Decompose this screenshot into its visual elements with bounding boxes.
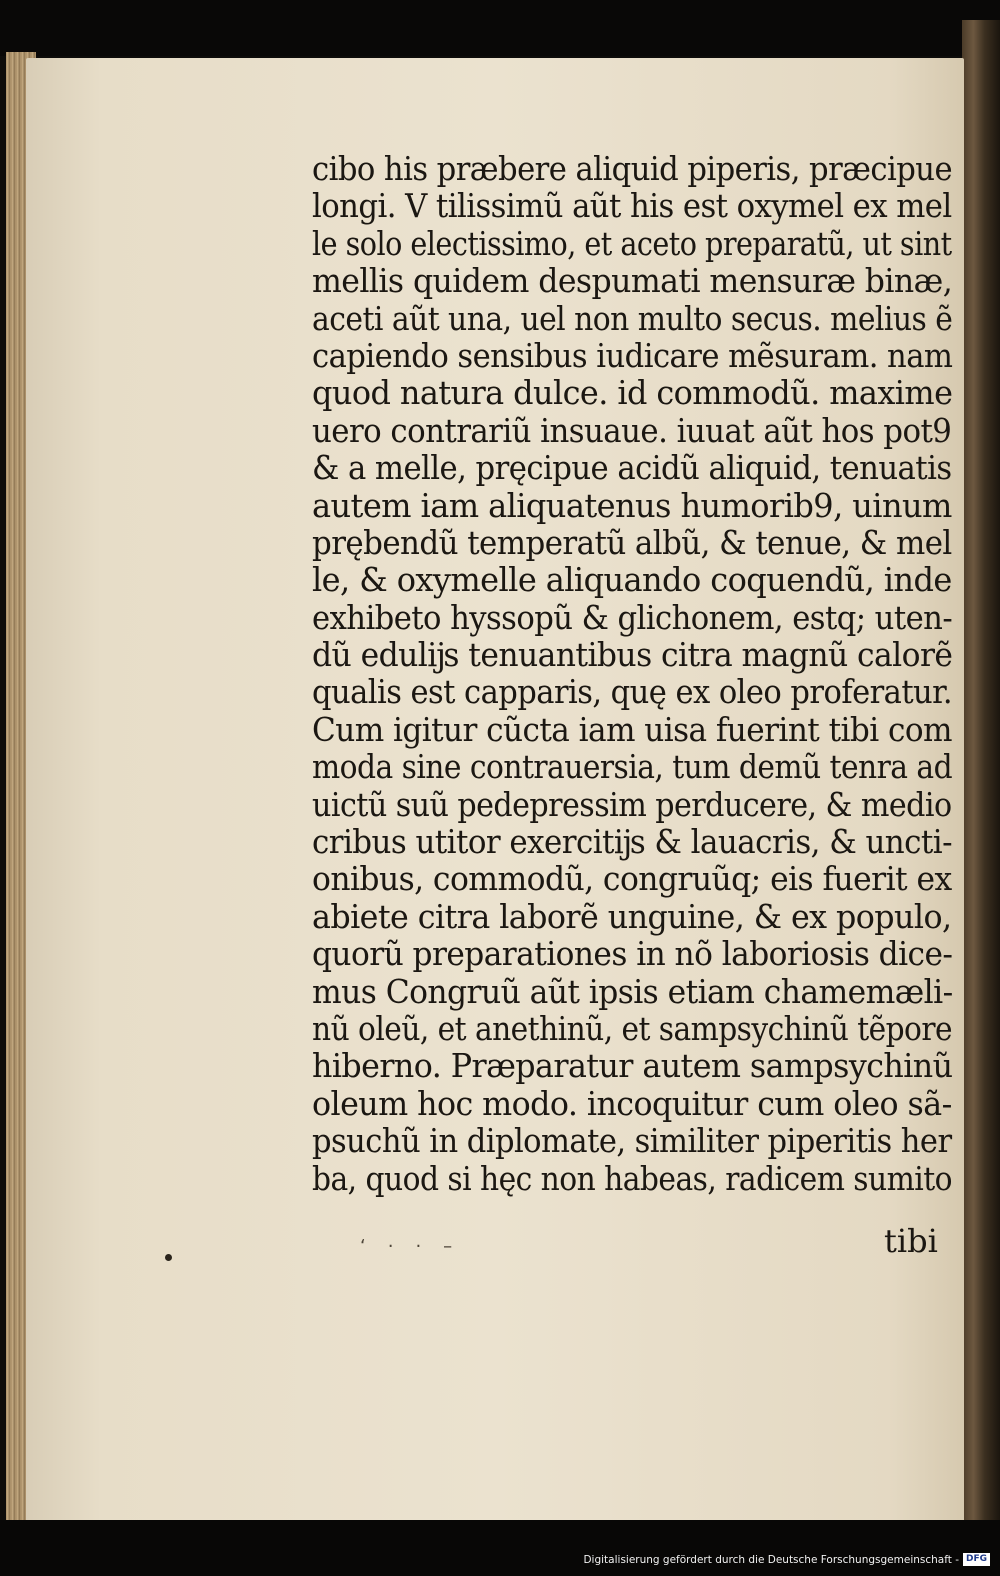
text-line: qualis est capparis, quę ex oleo proferatur. (312, 672, 953, 712)
text-line: ba, quod si hęc non habeas, radicem sumito (312, 1158, 952, 1198)
text-line: prębendũ temperatũ albũ, & tenue, & mel (312, 522, 952, 562)
text-line: cribus utitor exercitĳs & lauacris, & uncti- (312, 822, 952, 862)
digitization-credit (583, 1553, 990, 1566)
text-line: quod natura dulce. id commodũ. maxime (312, 373, 953, 413)
text-line: cibo his præbere aliquid piperis, præcipue (312, 149, 953, 188)
scan-top-border (0, 0, 1000, 56)
ink-speck (165, 1254, 172, 1261)
credit-text: Digitalisierung gefördert durch die Deutsche Forschungsgemeinschaft - (583, 1553, 959, 1566)
text-line: capiendo sensibus iudicare mẽsuram. nam (312, 335, 953, 375)
text-line: moda sine contrauersia, tum demũ tenra ad (312, 747, 953, 787)
text-line: onibus, commodũ, congruũq; eis fuerit ex (312, 859, 952, 899)
dfg-logo: DFG (963, 1553, 990, 1566)
scan-bottom-border (0, 1520, 1000, 1576)
text-line: uero contrariũ insuaue. iuuat aũt hos pot9 (312, 410, 952, 450)
text-line: longi. V tilissimũ aũt his est oxymel ex mel (312, 186, 952, 226)
page-text-block (312, 150, 952, 1197)
catchword: tibi (884, 1222, 938, 1260)
text-line: oleum hoc modo. incoquitur cum oleo sã- (312, 1083, 952, 1123)
text-line: le, & oxymelle aliquando coquendũ, inde (312, 560, 952, 600)
text-line: mellis quidem despumati mensuræ binæ, (312, 261, 953, 301)
text-line: nũ oleũ, et anethinũ, et sampsychinũ tẽpore (312, 1008, 953, 1048)
book-spine-edge (962, 20, 1000, 1530)
text-line: hiberno. Præparatur autem sampsychinũ (312, 1046, 953, 1086)
ink-specks: ‘⋅⋅– (360, 1236, 475, 1257)
text-line: abiete citra laborẽ unguine, & ex populo, (312, 896, 952, 936)
text-line: le solo electissimo, et aceto preparatũ, ut sint (312, 223, 952, 263)
text-line: autem iam aliquatenus humorib9, uinum (312, 485, 952, 525)
text-line: Cum igitur cũcta iam uisa fuerint tibi com (312, 709, 952, 749)
text-line: exhibeto hyssopũ & glichonem, estq; uten- (312, 597, 953, 637)
text-line: mus Congruũ aũt ipsis etiam chamemæli- (312, 971, 953, 1011)
text-line: dũ edulĳs tenuantibus citra magnũ calorẽ (312, 635, 953, 675)
text-line: aceti aũt una, uel non multo secus. melius ẽ (312, 298, 953, 338)
text-line: uictũ suũ pedepressim perducere, & medio (312, 784, 952, 824)
text-line: quorũ preparationes in nõ laboriosis dice- (312, 934, 953, 974)
text-line: psuchũ in diplomate, similiter piperitis her (312, 1121, 952, 1161)
text-line: & a melle, pręcipue acidũ aliquid, tenuatis (312, 448, 952, 488)
